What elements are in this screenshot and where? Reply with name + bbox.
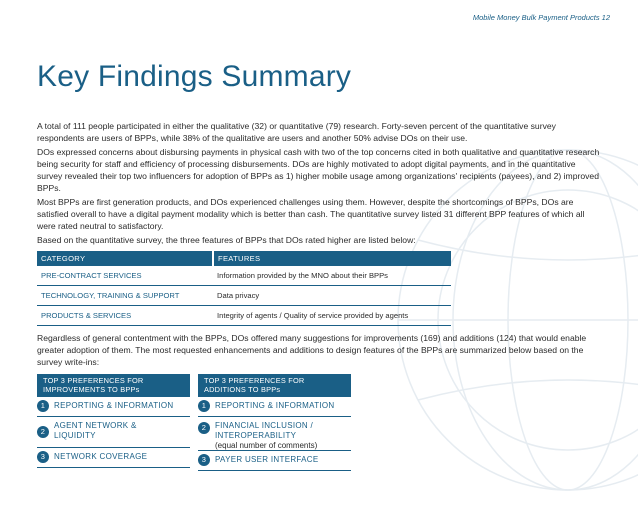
additions-heading: TOP 3 PREFERENCES FOR ADDITIONS TO BPPs	[198, 374, 351, 397]
number-badge: 3	[37, 451, 49, 463]
table-cell-feature: Information provided by the MNO about their BPPs	[213, 266, 451, 286]
list-item-label: PAYER USER INTERFACE	[215, 455, 319, 464]
paragraph-participants: A total of 111 people participated in either the qualitative (32) or quantitative (79) research. Forty-seven percent of the quantitative survey respondents are users of BPPs, while 38% of the qualitative are users and another 50% advise DOs on their use.	[37, 121, 556, 143]
list-item	[37, 397, 190, 417]
list-item-label: AGENT NETWORK & LIQUIDITY	[54, 421, 137, 440]
table-row	[37, 286, 451, 306]
list-item-text	[215, 420, 325, 451]
list-item-label: REPORTING & INFORMATION	[54, 401, 174, 410]
number-badge: 2	[198, 422, 210, 434]
additions-list	[198, 374, 351, 471]
table-cell-category: PRODUCTS & SERVICES	[37, 306, 213, 326]
main-content	[37, 120, 602, 471]
number-badge: 3	[198, 454, 210, 466]
list-item-label: FINANCIAL INCLUSION / INTEROPERABILITY	[215, 421, 314, 440]
table-cell-category: TECHNOLOGY, TRAINING & SUPPORT	[37, 286, 213, 306]
table-header-row	[37, 251, 451, 266]
table-cell-feature: Data privacy	[213, 286, 451, 306]
column-header-features: FEATURES	[213, 251, 451, 266]
table-cell-category: PRE-CONTRACT SERVICES	[37, 266, 213, 286]
list-item-label: NETWORK COVERAGE	[54, 452, 148, 461]
number-badge: 1	[198, 400, 210, 412]
list-item	[37, 417, 190, 448]
list-item	[198, 397, 351, 417]
paragraph-concerns: DOs expressed concerns about disbursing payments in physical cash with two of the top concerns cited in both qualitative and quantitative research being security for staff and efficiency of processing disbursements. DOs are highly motivated to adopt digital payments, and in the quantitative survey revealed their top two influencers for adoption of BPPs as 1) higher mobile usage among organizations' recipients (payees), and 2) improved BPPs.	[37, 147, 600, 193]
running-header: Mobile Money Bulk Payment Products 12	[472, 13, 610, 22]
list-item	[198, 417, 351, 451]
preferences-section	[37, 374, 602, 471]
improvements-heading: TOP 3 PREFERENCES FOR IMPROVEMENTS TO BPPs	[37, 374, 190, 397]
column-header-category: CATEGORY	[37, 251, 213, 266]
list-item	[198, 451, 351, 471]
table-cell-feature: Integrity of agents / Quality of service provided by agents	[213, 306, 451, 326]
paragraph-suggestions: Regardless of general contentment with the BPPs, DOs offered many suggestions for improvements (169) and additions (124) that would enable greater adoption of them. The most requested enhancements and additions to design features of the BPPs are summarized below based on the survey write-ins:	[37, 333, 587, 367]
page-title: Key Findings Summary	[37, 60, 352, 93]
number-badge: 2	[37, 426, 49, 438]
paragraph-satisfaction: Most BPPs are first generation products, and DOs experienced challenges using them. However, despite the shortcomings of BPPs, DOs are satisfied overall to have a digital payment modality which is better than cash. The quantitative survey listed 31 different BPP features of which all were rated neutral to satisfactory.	[37, 197, 585, 231]
features-table	[37, 251, 451, 326]
number-badge: 1	[37, 400, 49, 412]
improvements-list	[37, 374, 190, 471]
list-item-note: (equal number of comments)	[215, 441, 318, 450]
list-item-label: REPORTING & INFORMATION	[215, 401, 335, 410]
paragraph-table-intro: Based on the quantitative survey, the three features of BPPs that DOs rated higher are listed below:	[37, 235, 416, 245]
list-item	[37, 448, 190, 468]
table-row	[37, 306, 451, 326]
table-row	[37, 266, 451, 286]
